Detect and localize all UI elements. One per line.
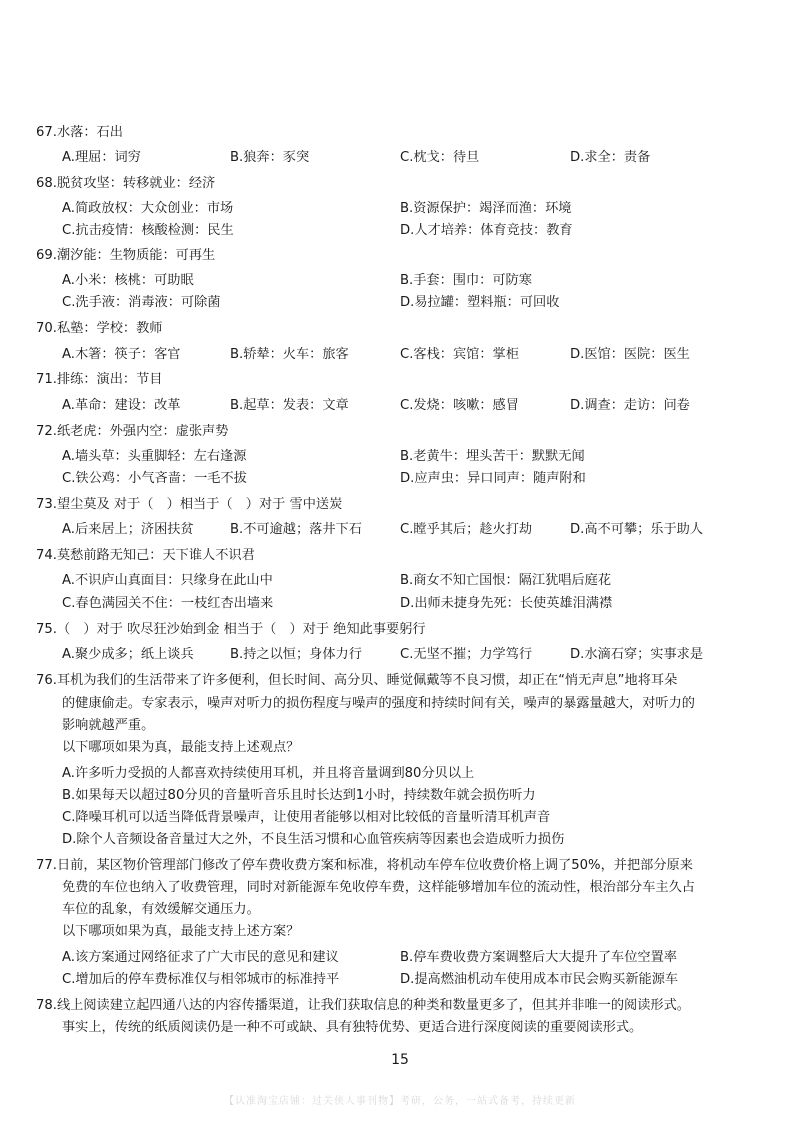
- question-76-option-a: A.许多听力受损的人都喜欢持续使用耳机，并且将音量调到80分贝以上: [62, 766, 475, 781]
- question-76-option-c: C.降噪耳机可以适当降低背景噪声，让使用者能够以相对比较低的音量听清耳机声音: [62, 810, 551, 825]
- question-74-option-b: B.商女不知亡国恨：隔江犹唱后庭花: [400, 573, 612, 588]
- question-71-stem: 71.排练：演出：节目: [36, 372, 163, 387]
- question-69-stem: 69.潮汐能：生物质能：可再生: [36, 248, 216, 263]
- question-69-option-d: D.易拉罐：塑料瓶：可回收: [400, 295, 560, 310]
- question-74-option-a: A.不识庐山真面目：只缘身在此山中: [62, 573, 273, 588]
- question-69-option-b: B.手套：围巾：可防寒: [400, 273, 532, 288]
- question-74-stem: 74.莫愁前路无知己：天下谁人不识君: [36, 548, 255, 563]
- question-67-option-d: D.求全：责备: [570, 150, 651, 165]
- question-75-option-a: A.聚少成多；纸上谈兵: [62, 647, 194, 662]
- question-76-stem-line-2: 的健康偷走。专家表示，噪声对听力的损伤程度与噪声的强度和持续时间有关，噪声的暴露量越大，对听力的: [62, 696, 695, 711]
- question-71-option-c: C.发烧：咳嗽：感冒: [400, 398, 519, 413]
- question-70-option-b: B.轿辇：火车：旅客: [230, 347, 349, 362]
- question-76-option-d: D.除个人音频设备音量过大之外，不良生活习惯和心血管疾病等因素也会造成听力损伤: [62, 832, 565, 847]
- question-71-option-a: A.革命：建设：改革: [62, 398, 181, 413]
- question-75-option-b: B.持之以恒；身体力行: [230, 647, 362, 662]
- question-67-option-a: A.理屈：词穷: [62, 150, 141, 165]
- question-73-stem: 73.望尘莫及 对于（ ）相当于（ ）对于 雪中送炭: [36, 497, 343, 512]
- page-number: 15: [391, 1052, 409, 1068]
- question-67-option-c: C.枕戈：待旦: [400, 150, 480, 165]
- question-70-option-d: D.医馆：医院：医生: [570, 347, 690, 362]
- question-78-stem-line-1: 78.线上阅读建立起四通八达的内容传播渠道，让我们获取信息的种类和数量更多了，但其并非唯一的阅读形式。: [36, 998, 690, 1013]
- question-72-option-c: C.铁公鸡：小气吝啬：一毛不拔: [62, 471, 247, 486]
- question-70-option-c: C.客栈：宾馆：掌柜: [400, 347, 519, 362]
- question-68-option-a: A.简政放权：大众创业：市场: [62, 201, 234, 216]
- question-67-option-b: B.狼奔：豕突: [230, 150, 310, 165]
- question-68-stem: 68.脱贫攻坚：转移就业：经济: [36, 176, 216, 191]
- question-77-stem-line-3: 车位的乱象，有效缓解交通压力。: [62, 902, 260, 917]
- question-72-stem: 72.纸老虎：外强内空：虚张声势: [36, 424, 229, 439]
- question-77-stem-line-2: 免费的车位也纳入了收费管理，同时对新能源车免收停车费，这样能够增加车位的流动性，根治部分车主久占: [62, 880, 695, 895]
- question-77-stem-line-1: 77.日前，某区物价管理部门修改了停车费收费方案和标准，将机动车停车位收费价格上调了50%，并把部分原来: [36, 858, 693, 873]
- question-75-stem: 75.（ ）对于 吹尽狂沙始到金 相当于（ ）对于 绝知此事要躬行: [36, 622, 426, 637]
- question-74-option-d: D.出师未捷身先死：长使英雄泪满襟: [400, 596, 613, 611]
- question-69-option-c: C.洗手液：消毒液：可除菌: [62, 295, 221, 310]
- question-72-option-b: B.老黄牛：埋头苦干：默默无闻: [400, 449, 585, 464]
- question-72-option-a: A.墙头草：头重脚轻：左右逢源: [62, 449, 247, 464]
- question-69-option-a: A.小米：核桃：可助眠: [62, 273, 194, 288]
- question-68-option-c: C.抗击疫情：核酸检测：民生: [62, 223, 234, 238]
- question-77-option-a: A.该方案通过网络征求了广大市民的意见和建议: [62, 950, 339, 965]
- question-77-option-d: D.提高燃油机动车使用成本市民会购买新能源车: [400, 972, 679, 987]
- question-67-stem: 67.水落：石出: [36, 125, 123, 140]
- question-75-option-d: D.水滴石穿；实事求是: [570, 647, 704, 662]
- footer-watermark: 【认准淘宝店铺：过关侠人事刊物】考研，公务，一站式备考，持续更新: [224, 1096, 576, 1107]
- question-77-prompt: 以下哪项如果为真，最能支持上述方案？: [62, 924, 300, 939]
- question-78-stem-line-2: 事实上，传统的纸质阅读仍是一种不可或缺、具有独特优势、更适合进行深度阅读的重要阅读形式。: [62, 1020, 643, 1035]
- question-77-option-c: C.增加后的停车费标准仅与相邻城市的标准持平: [62, 972, 340, 987]
- question-74-option-c: C.春色满园关不住：一枝红杏出墙来: [62, 596, 274, 611]
- question-68-option-d: D.人才培养：体育竞技：教育: [400, 223, 573, 238]
- question-73-option-c: C.瞠乎其后；趁火打劫: [400, 522, 533, 537]
- question-73-option-a: A.后来居上；济困扶贫: [62, 522, 194, 537]
- question-77-option-b: B.停车费收费方案调整后大大提升了车位空置率: [400, 950, 677, 965]
- question-76-option-b: B.如果每天以超过80分贝的音量听音乐且时长达到1小时，持续数年就会损伤听力: [62, 788, 536, 803]
- question-73-option-d: D.高不可攀；乐于助人: [570, 522, 704, 537]
- question-70-stem: 70.私塾：学校：教师: [36, 321, 163, 336]
- question-76-stem-line-1: 76.耳机为我们的生活带来了许多便利，但长时间、高分贝、睡觉佩戴等不良习惯，却正在“悄无声息”地将耳朵: [36, 673, 678, 688]
- question-76-stem-line-3: 影响就越严重。: [62, 718, 155, 733]
- question-68-option-b: B.资源保护：竭泽而渔：环境: [400, 201, 572, 216]
- question-71-option-d: D.调查：走访：问卷: [570, 398, 690, 413]
- question-75-option-c: C.无坚不摧；力学笃行: [400, 647, 533, 662]
- question-70-option-a: A.木箸：筷子：客官: [62, 347, 181, 362]
- question-76-prompt: 以下哪项如果为真，最能支持上述观点？: [62, 740, 300, 755]
- question-72-option-d: D.应声虫：异口同声：随声附和: [400, 471, 586, 486]
- question-73-option-b: B.不可逾越；落井下石: [230, 522, 362, 537]
- question-71-option-b: B.起草：发表：文章: [230, 398, 349, 413]
